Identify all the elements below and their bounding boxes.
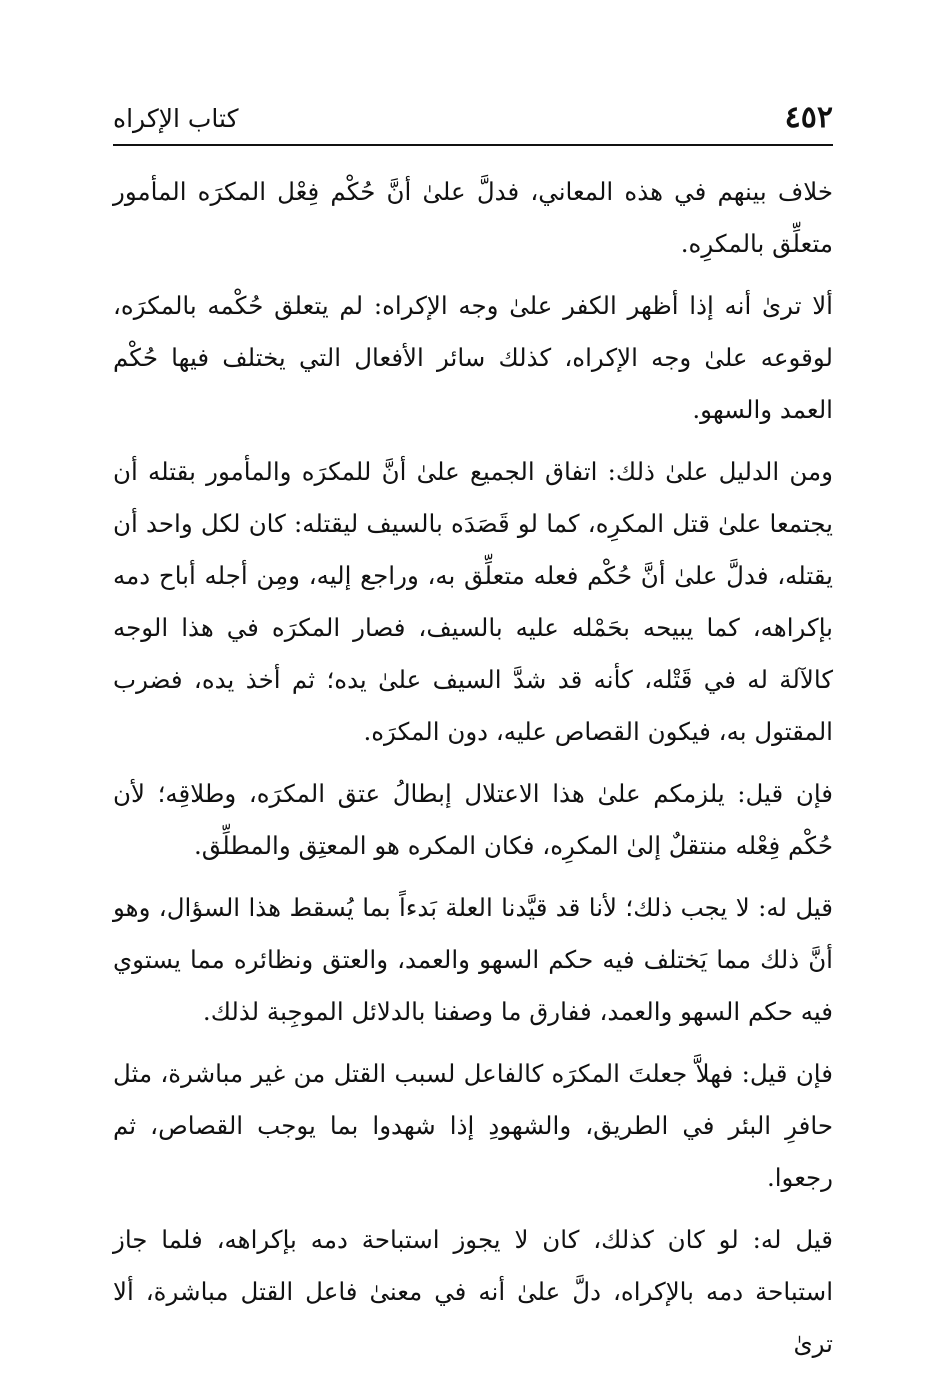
- book-page: [113, 96, 833, 1380]
- page-body: [113, 146, 833, 1370]
- page-header: [113, 96, 833, 146]
- paragraph: ألا ترىٰ أنه إذا أظهر الكفر علىٰ وجه الإكراه: لم يتعلق حُكْمه بالمكرَه، لوقوعه علىٰ وجه الإكراه، كذلك سائر الأفعال التي يختلف فيها حُكْم العمد والسهو.: [113, 291, 833, 424]
- paragraph: خلاف بينهم في هذه المعاني، فدلَّ علىٰ أنَّ حُكْم فِعْل المكرَه المأمور متعلِّق بالمكرِه.: [113, 177, 833, 258]
- paragraph: قيل له: لو كان كذلك، كان لا يجوز استباحة دمه بإكراهه، فلما جاز استباحة دمه بالإكراه، دلَّ علىٰ أنه في معنىٰ فاعل القتل مباشرة، ألا ترىٰ: [113, 1225, 833, 1358]
- page-number: ٤٥٢: [784, 100, 833, 135]
- paragraph: فإن قيل: يلزمكم علىٰ هذا الاعتلال إبطالُ عتق المكرَه، وطلاقِه؛ لأن حُكْم فِعْله منتقلٌ إلىٰ المكرِه، فكان المكره هو المعتِق والمطلِّق.: [113, 779, 833, 860]
- paragraph: ومن الدليل علىٰ ذلك: اتفاق الجميع علىٰ أنَّ للمكرَه والمأمور بقتله أن يجتمعا علىٰ قتل المكرِه، كما لو قَصَدَه بالسيف ليقتله: كان لكل واحد أن يقتله، فدلَّ علىٰ أنَّ حُكْم فعله متعلِّق به، وراجع إليه، ومِن أجله أباح دمه بإكراهه، كما يبيحه بحَمْله عليه بالسيف، فصار المكرَه في هذا الوجه كالآلة له في قَتْله، كأنه قد شدَّ السيف علىٰ يده؛ ثم أخذ يده، فضرب المقتول به، فيكون القصاص عليه، دون المكرَه.: [113, 457, 833, 746]
- paragraph: فإن قيل: فهلاَّ جعلتَ المكرَه كالفاعل لسبب القتل من غير مباشرة، مثل حافرِ البئر في الطريق، والشهودِ إذا شهدوا بما يوجب القصاص، ثم رجعوا.: [113, 1059, 833, 1192]
- paragraph: قيل له: لا يجب ذلك؛ لأنا قد قيَّدنا العلة بَدءاً بما يُسقط هذا السؤال، وهو أنَّ ذلك مما يَختلف فيه حكم السهو والعمد، والعتق ونظائره مما يستوي فيه حكم السهو والعمد، ففارق ما وصفنا بالدلائل الموجِبة لذلك.: [113, 893, 833, 1026]
- running-title: كتاب الإكراه: [113, 104, 239, 133]
